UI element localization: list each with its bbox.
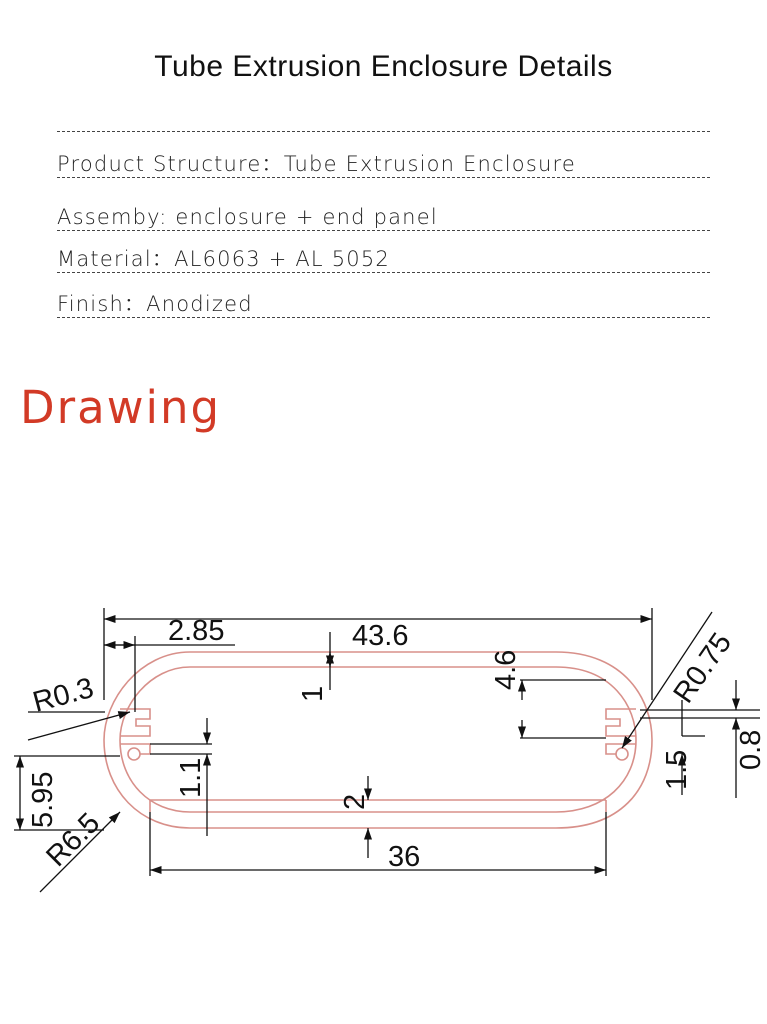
left-screw-hole [128,748,140,760]
right-slot-lower [606,744,636,754]
divider-top [57,131,710,132]
dim-slot-height: 1.1 [175,757,207,798]
spec-material: Material：AL6063 + AL 5052 [57,246,710,273]
right-screw-hole [616,748,628,760]
dim-right-slot-offset: 1.5 [661,749,693,790]
dim-overall-width: 43.6 [352,620,409,652]
dim-bottom-radius: R6.5 [40,807,107,873]
left-slot-lower [120,744,150,754]
dim-floor-thickness: 2 [339,793,371,810]
page-title: Tube Extrusion Enclosure Details [154,50,613,83]
dim-wall-top: 1 [297,685,329,702]
dim-right-slot-gap: 0.8 [735,729,767,770]
dim-wall-offset: 2.85 [168,615,225,647]
floor-rail [150,800,606,812]
dim-left-height: 5.95 [27,771,59,828]
outer-shell [104,649,652,828]
dim-outer-radius: R0.3 [29,671,97,719]
spec-assembly: Assemby: enclosure + end panel [57,204,710,231]
drawing-heading: Drawing [20,381,222,434]
spec-finish: Finish：Anodized [57,291,710,318]
enclosure-profile-drawing [0,560,767,930]
profile-outline [104,649,652,828]
spec-product-structure: Product Structure：Tube Extrusion Enclosure [57,151,710,178]
dim-rib-height: 4.6 [490,649,522,690]
dim-right-radius: R0.75 [667,627,739,710]
dim-inner-width: 36 [388,841,421,873]
